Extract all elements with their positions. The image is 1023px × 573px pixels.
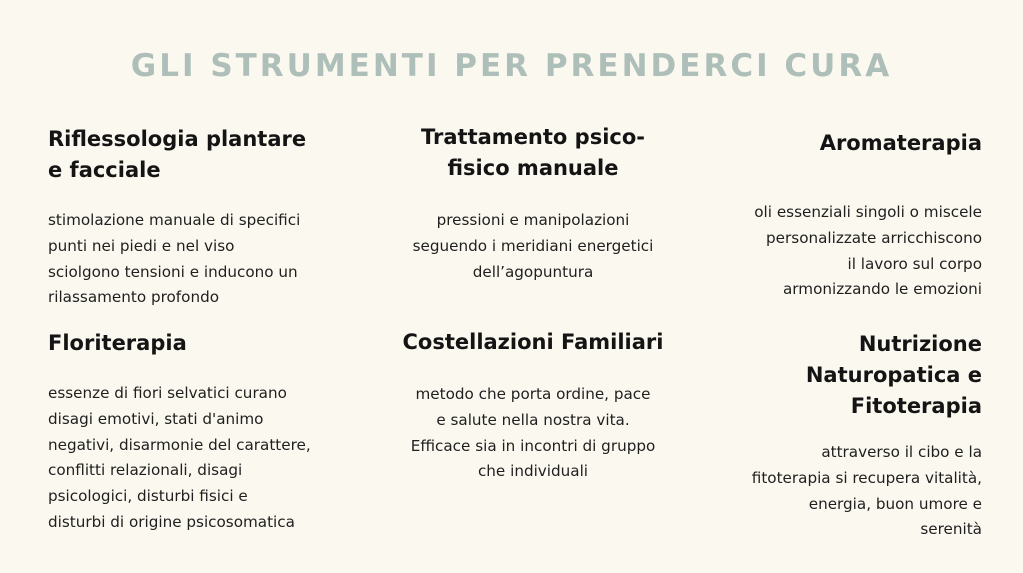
section-heading: Riflessologia plantare e facciale bbox=[48, 127, 307, 182]
section-heading: Trattamento psico- fisico manuale bbox=[421, 125, 645, 180]
section-riflessologia bbox=[48, 124, 368, 311]
section-description: attraverso il cibo e la fitoterapia si recupera vitalità, energia, buon umore e serenità bbox=[751, 443, 982, 539]
section-description: oli essenziali singoli o miscele personalizzate arricchiscono il lavoro sul corpo armonizzando le emozioni bbox=[754, 203, 982, 299]
section-heading: Aromaterapia bbox=[819, 131, 982, 155]
section-heading: Nutrizione Naturopatica e Fitoterapia bbox=[805, 332, 982, 418]
section-description: stimolazione manuale di specifici punti nei piedi e nel viso sciolgono tensioni e inducono un rilassamento profondo bbox=[48, 211, 301, 307]
section-trattamento bbox=[370, 122, 696, 285]
section-costellazioni bbox=[370, 327, 696, 485]
section-heading: Costellazioni Familiari bbox=[402, 330, 664, 354]
section-nutrizione bbox=[690, 329, 982, 543]
section-description: metodo che porta ordine, pace e salute nella nostra vita. Efficace sia in incontri di gruppo che individuali bbox=[410, 385, 656, 481]
section-description: pressioni e manipolazioni seguendo i meridiani energetici dell’agopuntura bbox=[412, 211, 654, 281]
section-aromaterapia bbox=[690, 128, 982, 303]
page-title: GLI STRUMENTI PER PRENDERCI CURA bbox=[130, 48, 893, 84]
section-heading: Floriterapia bbox=[48, 331, 187, 355]
section-floriterapia bbox=[48, 328, 368, 536]
section-description: essenze di fiori selvatici curano disagi emotivi, stati d'animo negativi, disarmonie del carattere, conflitti relazionali, disagi psicologici, disturbi fisici e disturbi di origine psicosomatica bbox=[48, 384, 311, 531]
